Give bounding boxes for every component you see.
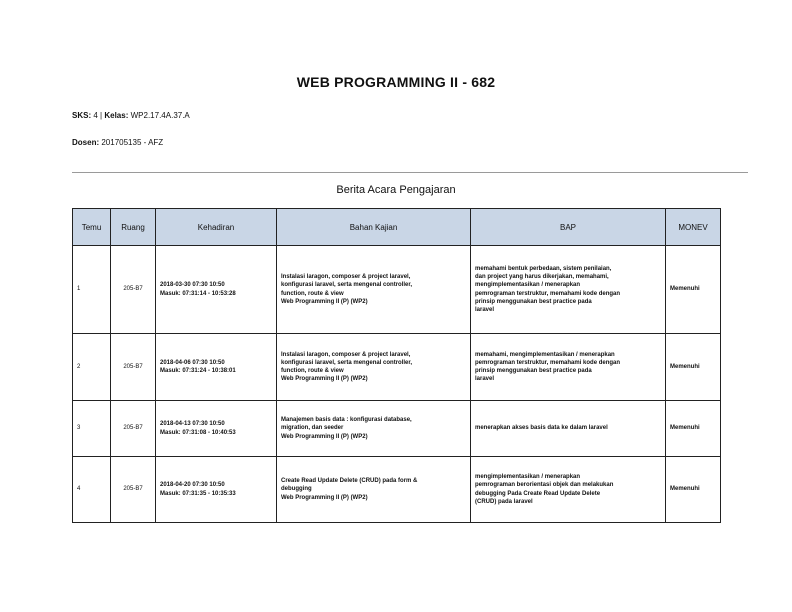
kelas-label: Kelas [104, 111, 126, 120]
bap-line: memahami, mengimplementasikan / menerapkan [475, 351, 615, 358]
bap-line: laravel [475, 376, 495, 383]
cell-kehadiran [156, 246, 277, 334]
bahan-line: function, route & view [281, 368, 344, 374]
cell-bap [471, 401, 666, 457]
bap-line: debugging Pada Create Read Update Delete [475, 490, 601, 497]
sks-value: 4 [93, 111, 98, 120]
cell-monev: Memenuhi [666, 246, 721, 334]
cell-bahan-kajian [277, 401, 471, 457]
cell-bap [471, 334, 666, 401]
bap-line: laravel [475, 306, 495, 313]
bahan-line: Create Read Update Delete (CRUD) pada form & [281, 478, 418, 485]
kehadiran-schedule: 2018-04-13 07:30 10:50 [160, 421, 225, 428]
cell-temu: 1 [73, 246, 111, 334]
bahan-course: Web Programming II (P) (WP2) [281, 376, 368, 383]
bap-line: prinsip menggunakan best practice pada [475, 298, 592, 305]
cell-monev: Memenuhi [666, 457, 721, 523]
cell-ruang: 205-B7 [111, 457, 156, 523]
sks-label: SKS [72, 111, 89, 120]
cell-ruang: 205-B7 [111, 401, 156, 457]
bahan-course: Web Programming II (P) (WP2) [281, 298, 368, 305]
bap-line: pemrograman berorientasi objek dan melakukan [475, 482, 614, 489]
cell-bahan-kajian [277, 457, 471, 523]
dosen-label: Dosen [72, 138, 97, 147]
table-row [73, 334, 721, 401]
table-row [73, 246, 721, 334]
bahan-line: function, route & view [281, 290, 344, 297]
kehadiran-schedule: 2018-04-20 07:30 10:50 [160, 482, 225, 489]
bap-line: dan project yang harus dikerjakan, memahami, [475, 274, 609, 281]
kehadiran-schedule: 2018-03-30 07:30 10:50 [160, 282, 225, 289]
bahan-line: konfigurasi laravel, serta mengenal controller, [281, 359, 413, 366]
bap-line: memahami bentuk perbedaan, sistem penilaian, [475, 266, 612, 273]
header-monev: MONEV [666, 209, 721, 246]
bap-line: pemrograman terstruktur, memahami kode dengan [475, 359, 621, 366]
document-title: WEB PROGRAMMING II - 682 [296, 74, 496, 90]
bahan-line: Instalasi laragon, composer & project laravel, [281, 274, 411, 281]
cell-monev: Memenuhi [666, 334, 721, 401]
bap-table [72, 208, 721, 523]
header-bap: BAP [471, 209, 666, 246]
cell-temu: 3 [73, 401, 111, 457]
bap-line: mengimplementasikan / menerapkan [475, 282, 581, 289]
bahan-course: Web Programming II (P) (WP2) [281, 433, 368, 440]
bahan-line: migration, dan seeder [281, 425, 344, 432]
header-ruang: Ruang [111, 209, 156, 246]
sks-kelas-line: SKS: 4 | Kelas: WP2.17.4A.37.A [72, 111, 190, 120]
header-temu: Temu [73, 209, 111, 246]
kehadiran-masuk: Masuk: 07:31:14 - 10:53:28 [160, 290, 236, 297]
cell-bap [471, 457, 666, 523]
cell-kehadiran [156, 457, 277, 523]
cell-ruang: 205-B7 [111, 334, 156, 401]
table-row [73, 401, 721, 457]
cell-kehadiran [156, 401, 277, 457]
header-kehadiran: Kehadiran [156, 209, 277, 246]
kehadiran-schedule: 2018-04-06 07:30 10:50 [160, 359, 225, 366]
cell-bahan-kajian [277, 334, 471, 401]
cell-ruang: 205-B7 [111, 246, 156, 334]
bahan-line: Manajemen basis data : konfigurasi database, [281, 417, 412, 424]
table-row [73, 457, 721, 523]
bahan-line: konfigurasi laravel, serta mengenal controller, [281, 282, 413, 289]
dosen-line: Dosen: 201705135 - AFZ [72, 138, 164, 147]
cell-bap [471, 246, 666, 334]
bap-line: pemrograman terstruktur, memahami kode dengan [475, 290, 621, 297]
table-header-row [73, 209, 721, 246]
bap-line: mengimplementasikan / menerapkan [475, 474, 581, 481]
bap-line: prinsip menggunakan best practice pada [475, 368, 592, 374]
bap-line: (CRUD) pada laravel [475, 498, 533, 505]
dosen-value: 201705135 - AFZ [101, 138, 164, 147]
kehadiran-masuk: Masuk: 07:31:24 - 10:38:01 [160, 368, 236, 374]
kehadiran-masuk: Masuk: 07:31:35 - 10:35:33 [160, 490, 236, 497]
kelas-value: WP2.17.4A.37.A [130, 111, 190, 120]
bahan-course: Web Programming II (P) (WP2) [281, 494, 368, 501]
cell-temu: 2 [73, 334, 111, 401]
section-title: Berita Acara Pengajaran [336, 184, 456, 196]
cell-kehadiran [156, 334, 277, 401]
cell-temu: 4 [73, 457, 111, 523]
kehadiran-masuk: Masuk: 07:31:08 - 10:40:53 [160, 429, 236, 436]
divider [72, 172, 748, 173]
bahan-line: debugging [281, 486, 312, 493]
bap-line: menerapkan akses basis data ke dalam laravel [475, 425, 608, 432]
bahan-line: Instalasi laragon, composer & project laravel, [281, 351, 411, 358]
cell-monev: Memenuhi [666, 401, 721, 457]
header-bahan-kajian: Bahan Kajian [277, 209, 471, 246]
cell-bahan-kajian [277, 246, 471, 334]
